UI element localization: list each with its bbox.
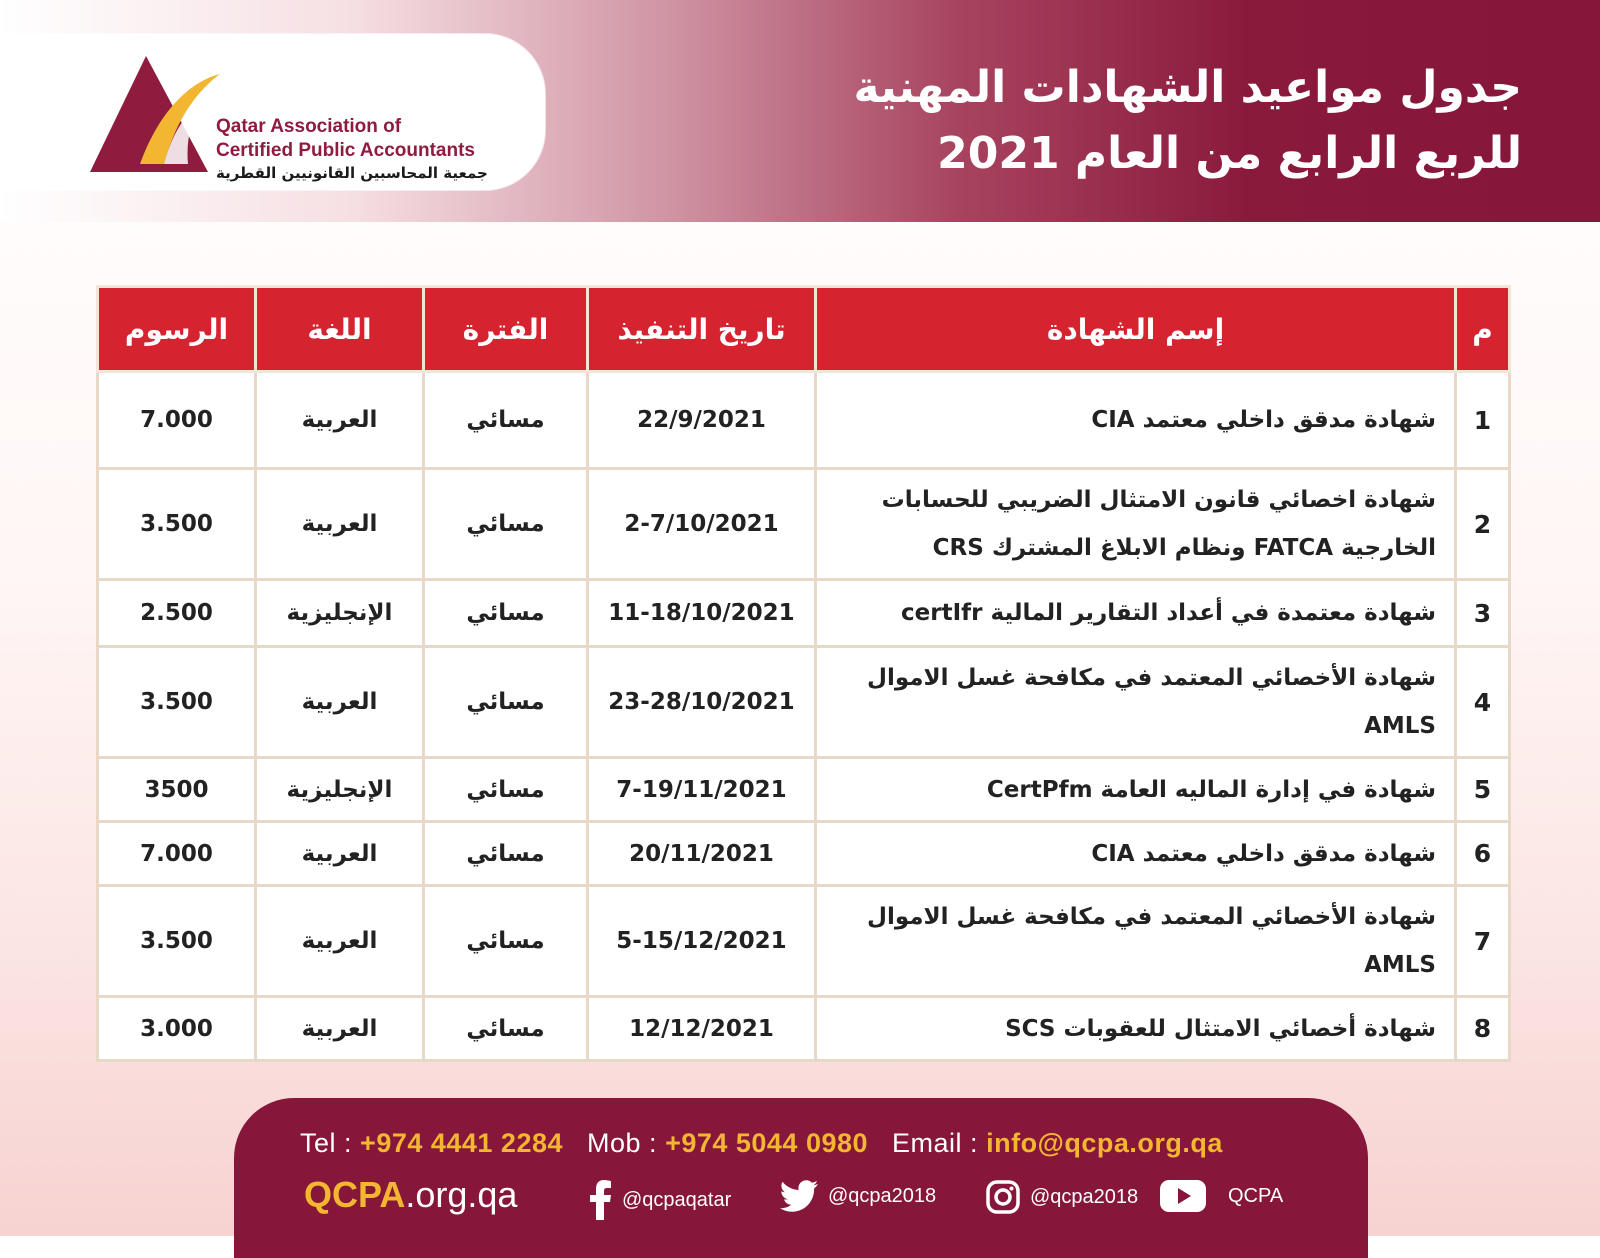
mob-label: Mob : [587, 1128, 658, 1158]
cell-fees: 3.000 [98, 997, 256, 1061]
twitter-handle: @qcpa2018 [828, 1184, 937, 1207]
instagram-icon [986, 1180, 1020, 1214]
table-row [98, 647, 1510, 758]
tel-number[interactable]: +974 4441 2284 [360, 1128, 563, 1158]
header-num: م [1456, 287, 1510, 372]
contact-line [300, 1128, 1223, 1159]
site-brand: QCPA [304, 1174, 406, 1215]
cell-num: 6 [1456, 822, 1510, 886]
facebook-icon [590, 1180, 612, 1220]
cell-num: 4 [1456, 647, 1510, 758]
cell-num: 8 [1456, 997, 1510, 1061]
logo-card [0, 34, 545, 190]
header-banner [0, 0, 1600, 222]
instagram-handle: @qcpa2018 [1030, 1185, 1139, 1208]
cell-period: مسائي [424, 997, 588, 1061]
cell-num: 5 [1456, 758, 1510, 822]
twitter-icon [780, 1180, 818, 1212]
cell-date: 2-7/10/2021 [588, 469, 816, 580]
cell-date: 12/12/2021 [588, 997, 816, 1061]
table-header-row [98, 287, 1510, 372]
youtube-handle: QCPA [1228, 1184, 1284, 1207]
cell-language: العربية [256, 822, 424, 886]
cell-fees: 2.500 [98, 580, 256, 647]
header-date: تاريخ التنفيذ [588, 287, 816, 372]
cell-name: شهادة معتمدة في أعداد التقارير المالية certIfr [816, 580, 1456, 647]
cell-period: مسائي [424, 580, 588, 647]
cell-language: العربية [256, 372, 424, 469]
cell-fees: 3.500 [98, 647, 256, 758]
email-link[interactable]: info@qcpa.org.qa [986, 1128, 1223, 1158]
org-name-ar: جمعية المحاسبين القانونيين القطرية [216, 164, 488, 182]
mob-number[interactable]: +974 5044 0980 [665, 1128, 869, 1158]
cell-language: الإنجليزية [256, 580, 424, 647]
cell-language: العربية [256, 997, 424, 1061]
facebook-handle: @qcpaqatar [622, 1188, 732, 1211]
cell-num: 7 [1456, 886, 1510, 997]
cell-period: مسائي [424, 372, 588, 469]
cell-period: مسائي [424, 886, 588, 997]
cell-date: 7-19/11/2021 [588, 758, 816, 822]
cell-fees: 3.500 [98, 886, 256, 997]
cell-date: 20/11/2021 [588, 822, 816, 886]
page-title-line2: للربع الرابع من العام 2021 [937, 128, 1522, 179]
cell-period: مسائي [424, 758, 588, 822]
header-language: اللغة [256, 287, 424, 372]
table-row [98, 469, 1510, 580]
cell-num: 3 [1456, 580, 1510, 647]
header-fees: الرسوم [98, 287, 256, 372]
table-row [98, 758, 1510, 822]
cell-period: مسائي [424, 822, 588, 886]
cell-name: شهادة في إدارة الماليه العامة CertPfm [816, 758, 1456, 822]
cell-date: 5-15/12/2021 [588, 886, 816, 997]
site-domain: .org.qa [405, 1174, 518, 1215]
instagram-link[interactable] [986, 1180, 1138, 1214]
cell-name: شهادة اخصائي قانون الامتثال الضريبي للحسابات الخارجية FATCA ونظام الابلاغ المشترك CRS [816, 469, 1456, 580]
header-name: إسم الشهادة [816, 287, 1456, 372]
cell-name: شهادة مدقق داخلي معتمد CIA [816, 822, 1456, 886]
cell-language: العربية [256, 469, 424, 580]
cell-fees: 3500 [98, 758, 256, 822]
tel-label: Tel : [300, 1128, 353, 1158]
twitter-link[interactable] [780, 1180, 936, 1212]
cell-date: 22/9/2021 [588, 372, 816, 469]
cell-name: شهادة أخصائي الامتثال للعقوبات SCS [816, 997, 1456, 1061]
cell-language: الإنجليزية [256, 758, 424, 822]
cell-fees: 3.500 [98, 469, 256, 580]
qcpa-logo-icon [88, 54, 228, 172]
table-row [98, 886, 1510, 997]
cell-date: 23-28/10/2021 [588, 647, 816, 758]
page-title-line1: جدول مواعيد الشهادات المهنية [853, 62, 1522, 113]
cell-period: مسائي [424, 469, 588, 580]
cell-language: العربية [256, 886, 424, 997]
certificates-schedule-table [96, 285, 1511, 1062]
cell-fees: 7.000 [98, 822, 256, 886]
cell-period: مسائي [424, 647, 588, 758]
cell-name: شهادة مدقق داخلي معتمد CIA [816, 372, 1456, 469]
table-row [98, 580, 1510, 647]
org-name-en-line2: Certified Public Accountants [216, 140, 475, 161]
header-period: الفترة [424, 287, 588, 372]
table-row [98, 822, 1510, 886]
cell-language: العربية [256, 647, 424, 758]
facebook-link[interactable] [590, 1180, 731, 1220]
cell-date: 11-18/10/2021 [588, 580, 816, 647]
table-row [98, 997, 1510, 1061]
website-link[interactable] [304, 1174, 517, 1216]
cell-num: 1 [1456, 372, 1510, 469]
footer-contact-bar [234, 1098, 1368, 1258]
cell-num: 2 [1456, 469, 1510, 580]
email-label: Email : [892, 1128, 979, 1158]
youtube-link[interactable] [1160, 1180, 1283, 1212]
youtube-icon [1160, 1180, 1206, 1212]
org-name-en-line1: Qatar Association of [216, 116, 402, 137]
cell-name: شهادة الأخصائي المعتمد في مكافحة غسل الاموال AMLS [816, 647, 1456, 758]
cell-fees: 7.000 [98, 372, 256, 469]
cell-name: شهادة الأخصائي المعتمد في مكافحة غسل الاموال AMLS [816, 886, 1456, 997]
table-row [98, 372, 1510, 469]
